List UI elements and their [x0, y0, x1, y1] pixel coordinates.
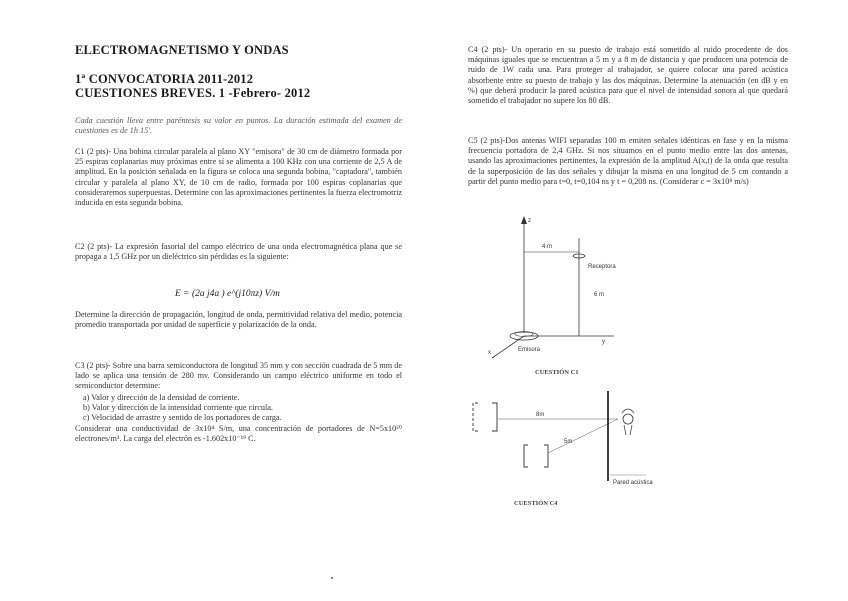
label-receptora: Receptora	[588, 264, 616, 270]
question-c3-data: Considerar una conductividad de 3x10⁴ S/m, una concentración de portadores de N=5x10²⁰ electrones/m³. La carga del electrón es -1.602x10⁻¹⁹ C.	[75, 424, 402, 444]
c3-item-b: b) Valor y dirección de la intensidad corriente que circula.	[83, 403, 273, 413]
c3-item-c: c) Velocidad de arrastre y sentido de los portadores de carga.	[83, 413, 282, 423]
convocatoria-heading: 1ª CONVOCATORIA 2011-2012	[75, 72, 254, 86]
label-z: z	[528, 218, 531, 224]
c3-item-a: a) Valor y dirección de la densidad de corriente.	[83, 393, 240, 402]
caption-c1: CUESTIÓN C1	[535, 369, 579, 376]
question-c5: C5 (2 pts)-Dos antenas WIFI separadas 100 m emiten señales idénticas en fase y en la misma frecuencia portadora de 2,4 GHz. Si nos situamos en el punto medio entre las dos antenas, usando las aproximaciones pertinentes, la expresión de la amplitud A(x,t) de la onda que resulta de la superposición de las dos señales y dibujar la misma en una longitud de 5 cm contando a partir del punto medio para t=0, t=0,104 ns y t = 0,208 ns. (Considerar c = 3x10⁸ m/s)	[468, 136, 788, 186]
machine-2-side	[544, 445, 548, 467]
machine-2-icon	[524, 445, 528, 467]
label-6m: 6 m	[594, 292, 605, 298]
exam-instructions: Cada cuestión lleva entre paréntesis su valor en puntos. La duración estimada del examen de cuestiones es de 1h 15'.	[75, 116, 402, 136]
worker-body-icon	[624, 425, 632, 435]
worker-headphones-icon	[622, 409, 634, 413]
machine-1-icon	[473, 403, 478, 431]
worker-icon	[623, 414, 633, 424]
label-pared: Pared acústica	[613, 480, 653, 486]
question-c4: C4 (2 pts)- Un operario en su puesto de trabajo está sometido al ruido procedente de dos máquinas iguales que se encuentran a 5 m y a 8 m de distancia y que producen una potencia de ruido de 1W cada una. Para proteger al trabajador, se quiere colocar una pared acústica absorbente entre su puesto de trabajo y las dos máquinas. Determine la atenuación (en dB y en %) que deberá producir la pared acústica para que el nivel de intensidad sonora al que quedará sometido el trabajador no supere los 80 dB.	[468, 45, 788, 106]
exam-date-heading: CUESTIONES BREVES. 1 -Febrero- 2012	[75, 86, 311, 100]
caption-c4: CUESTIÓN C4	[514, 500, 558, 507]
question-c1: C1 (2 pts)- Una bobina circular paralela al plano XY "emisora" de 30 cm de diámetro formada por 25 espiras coplanarias muy próximas entre sí se alimenta a 100 KHz con una corriente de 2,5 A de amplitud. En la posición señalada en la figura se coloca una segunda bobina, "captadora", también circular y paralela al plano XY, de 10 cm de radio, formada por 100 espiras coplanarias que consideraremos superpuestas. Determine con las aproximaciones pertinentes la fuerza electromotriz inducida en esta segunda bobina.	[75, 147, 402, 208]
question-c3: C3 (2 pts)- Sobre una barra semiconductora de longitud 35 mm y con sección cuadrada de 5 mm de lado se aplica una tensión de 280 mv. Considerando un campo eléctrico uniforme en todo el semiconductor determine:	[75, 361, 402, 391]
course-title: ELECTROMAGNETISMO Y ONDAS	[75, 43, 289, 57]
figure-c1	[484, 208, 644, 373]
label-5m: 5m	[564, 439, 573, 445]
label-x: x	[488, 350, 491, 356]
label-emisora: Emisora	[518, 347, 541, 353]
label-4m: 4 m	[542, 244, 553, 250]
machine-1-side	[492, 403, 497, 431]
question-c2-tasks: Determine la dirección de propagación, longitud de onda, permitividad relativa del medio, potencia promedio transportada por unidad de superficie y polarización de la onda.	[75, 310, 402, 330]
label-y: y	[602, 339, 605, 345]
figure-c4	[468, 383, 653, 498]
scan-speck	[331, 577, 333, 579]
z-arrow-icon	[521, 216, 527, 224]
electric-field-equation: E = (2a j4a ) e^(j10πz) V/m	[175, 289, 280, 299]
question-c2: C2 (2 pts)- La expresión fasorial del campo eléctrico de una onda electromagnética plana que se propaga a 1,5 GHz por un dieléctrico sin pérdidas es la siguiente:	[75, 242, 402, 262]
question-c3-items	[83, 393, 403, 424]
label-8m: 8m	[536, 412, 545, 418]
